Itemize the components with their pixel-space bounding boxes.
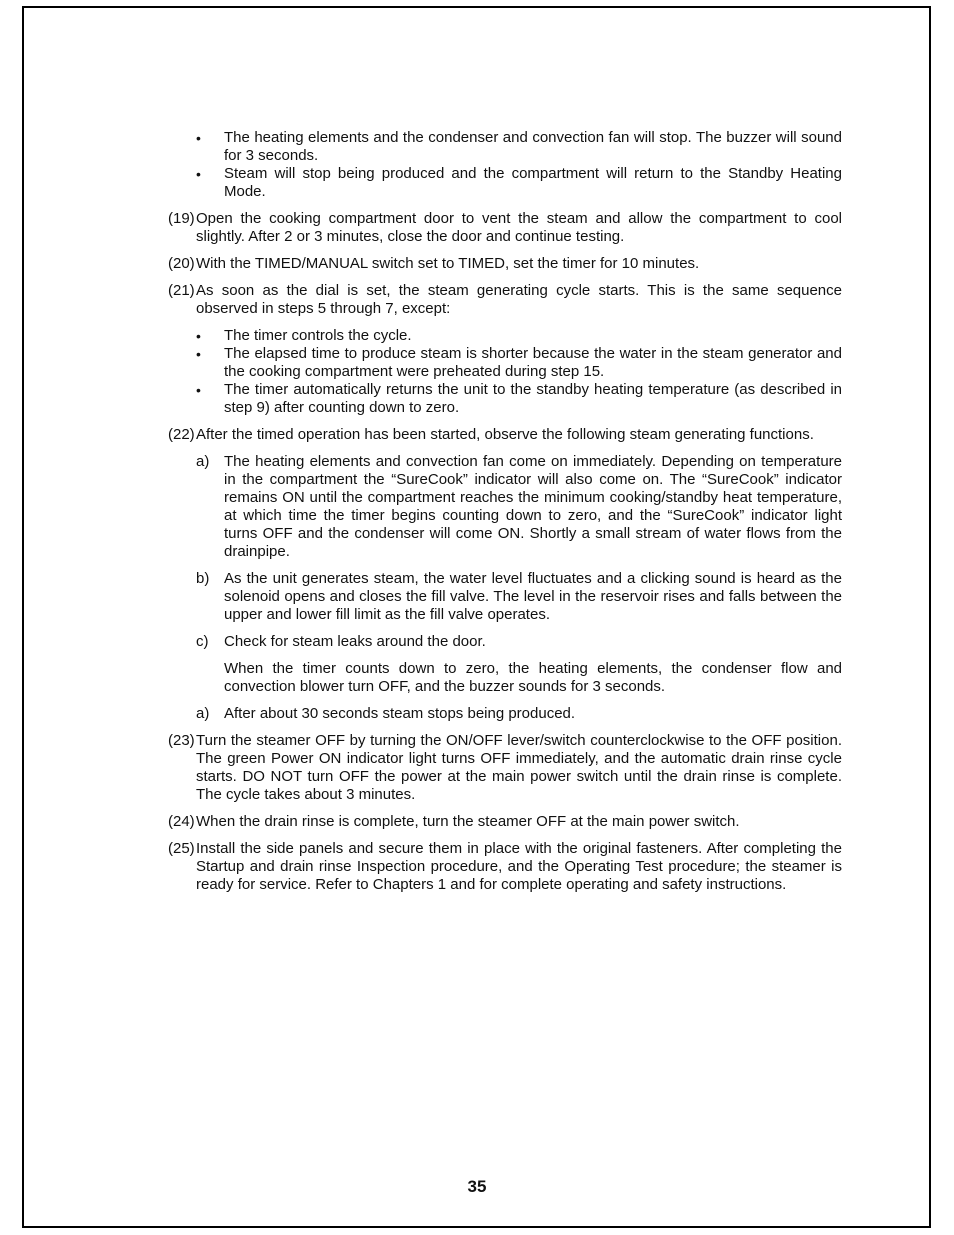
bullet-item: • Steam will stop being produced and the compartment will return to the Standby Heating Mode. (196, 165, 842, 200)
bullet-icon: • (196, 166, 201, 182)
bullet-icon: • (196, 130, 201, 146)
page-number: 35 (467, 1177, 487, 1196)
sub-step-text: Check for steam leaks around the door. (224, 633, 486, 650)
sub-step-text: After about 30 seconds steam stops being produced. (224, 705, 576, 722)
step-24 (168, 813, 842, 831)
step-text: Turn the steamer OFF by turning the ON/OFF lever/switch counterclockwise to the OFF position. The green Power ON indicator light turns OFF immediately, and the automatic drain rinse cycle starts. DO NOT turn OFF the power at the main power switch until the drain rinse is complete. The cycle takes about 3 minutes. (196, 732, 842, 803)
step-number: (19) (168, 210, 195, 227)
step-25 (168, 840, 842, 894)
bullet-icon: • (196, 382, 201, 398)
step-number: (23) (168, 732, 195, 749)
sub-step-a (168, 453, 842, 561)
step-21 (168, 282, 842, 318)
sub-step-letter: b) (196, 570, 210, 587)
step-number: (25) (168, 840, 195, 857)
step-number: (22) (168, 426, 195, 443)
bullet-item: • The timer controls the cycle. (196, 327, 412, 344)
step-text: When the drain rinse is complete, turn the steamer OFF at the main power switch. (196, 813, 740, 830)
step-22 (168, 426, 842, 444)
step-19 (168, 210, 842, 246)
timer-note: When the timer counts down to zero, the heating elements, the condenser flow and convection blower turn OFF, and the buzzer sounds for 3 seconds. (224, 660, 842, 695)
sub-step-letter: a) (196, 453, 210, 470)
document-body (168, 129, 842, 894)
bullet-icon: • (196, 328, 201, 344)
sub-step-letter: a) (196, 705, 210, 722)
sub-step-b (168, 570, 842, 624)
step-number: (24) (168, 813, 195, 830)
step-text: As soon as the dial is set, the steam generating cycle starts. This is the same sequence observed in steps 5 through 7, except: (196, 282, 842, 317)
step-text: Install the side panels and secure them in place with the original fasteners. After completing the Startup and drain rinse Inspection procedure, and the Operating Test procedure; the steamer is ready for service. Refer to Chapters 1 and for complete operating and safety instructions. (196, 840, 842, 893)
sub-step-letter: c) (196, 633, 209, 650)
sub-step-c (168, 633, 842, 651)
step-number: (21) (168, 282, 195, 299)
step-text: After the timed operation has been started, observe the following steam generating functions. (196, 426, 814, 443)
sub-step-text: As the unit generates steam, the water level fluctuates and a clicking sound is heard as the solenoid opens and closes the fill valve. The level in the reservoir rises and falls between the upper and lower fill limit as the fill valve operates. (224, 570, 842, 623)
bullet-icon: • (196, 346, 201, 362)
step-23 (168, 732, 842, 804)
step-number: (20) (168, 255, 195, 272)
step-text: Open the cooking compartment door to vent the steam and allow the compartment to cool slightly. After 2 or 3 minutes, close the door and continue testing. (196, 210, 842, 245)
bullet-item: • The timer automatically returns the unit to the standby heating temperature (as described in step 9) after counting down to zero. (196, 381, 842, 416)
sub-step-text: The heating elements and convection fan come on immediately. Depending on temperature in the compartment the “SureCook” indicator will also come on. The “SureCook” indicator remains ON until the compartment reaches the minimum cooking/standby heat temperature, at which time the timer begins counting down to zero, and the “SureCook” indicator light turns OFF and the condenser will come ON. Shortly a small stream of water flows from the drainpipe. (224, 453, 842, 560)
step-text: With the TIMED/MANUAL switch set to TIMED, set the timer for 10 minutes. (196, 255, 700, 272)
bullet-item: • The elapsed time to produce steam is shorter because the water in the steam generator and the cooking compartment were preheated during step 15. (196, 345, 842, 380)
bullet-item: • The heating elements and the condenser and convection fan will stop. The buzzer will sound for 3 seconds. (196, 129, 842, 164)
sub-step-a-final (168, 705, 842, 723)
step-20 (168, 255, 842, 273)
